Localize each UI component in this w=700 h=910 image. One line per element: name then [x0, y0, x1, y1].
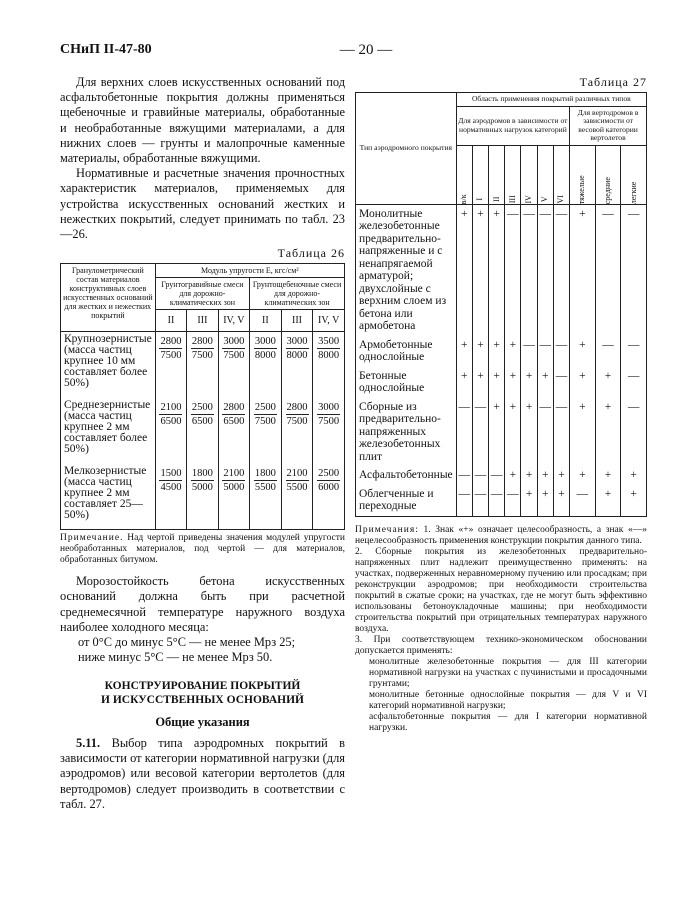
t27-mark: +	[456, 336, 472, 367]
t26-value-fraction: $\frac{2500}{7500}$	[254, 401, 276, 427]
t26-col-header: IV, V	[313, 310, 345, 332]
t27-mark: +	[456, 367, 472, 398]
t26-material-cell: Среднезернистые (масса частиц крупнее 2 мм составляет более 50%)	[61, 398, 156, 464]
table-row	[61, 398, 345, 464]
table-27	[355, 92, 647, 517]
t26-value-fraction: $\frac{3000}{7500}$	[318, 401, 340, 427]
t27-mark: —	[521, 336, 537, 367]
note-item: 3. При соответствующем технико-экономическом обосновании допускается применять:	[355, 634, 647, 656]
table-row	[356, 367, 647, 398]
t27-mark: +	[505, 367, 521, 398]
t27-mark: —	[537, 204, 553, 336]
t27-mark: —	[489, 466, 505, 485]
condition-2: ниже минус 5°С — не менее Мрз 50.	[78, 650, 273, 665]
page-header	[60, 42, 650, 62]
t26-value-fraction: $\frac{3000}{8000}$	[286, 336, 308, 362]
t26-value-fraction: $\frac{2100}{5500}$	[286, 467, 308, 493]
t26-value-fraction: $\frac{1500}{4500}$	[160, 467, 182, 493]
table-row	[61, 332, 345, 398]
note-item: Примечания: 1. Знак «+» означает целесообразность, а знак «—» нецелесообразность применения конструкции покрытия данного типа.	[355, 524, 648, 546]
t27-col-header: VI	[553, 145, 569, 204]
t27-mark: +	[570, 398, 596, 467]
paragraph-5-11: 5.11. Выбор типа аэродромных покрытий в зависимости от категории нормативной нагрузки (для аэродромов) или весовой категории вертолетов (для вертодромов) следует производить в соответствии с табл. 27.	[60, 736, 345, 811]
t27-type-header: Тип аэродромного покрытия	[356, 93, 457, 205]
t27-mark: —	[595, 336, 621, 367]
t27-mark: —	[553, 367, 569, 398]
t27-mark: +	[505, 466, 521, 485]
t27-mark: —	[537, 398, 553, 467]
paragraph-frost: Морозостойкость бетона искусственных оснований должна быть при расчетной среднемесячной температуре наружного воздуха наиболее холодного месяца:	[60, 574, 345, 634]
subsection-title: Общие указания	[155, 715, 250, 730]
t27-mark: —	[595, 204, 621, 336]
t27-type-cell: Армобетонные однослойные	[356, 336, 457, 367]
t26-value-fraction: $\frac{2500}{6000}$	[318, 467, 340, 493]
note-subitem: монолитные бетонные однослойные покрытия — для V и VI категорий нормативной нагрузки;	[369, 689, 647, 711]
t27-mark: +	[489, 398, 505, 467]
t27-mark: —	[621, 204, 647, 336]
t26-col-header: II	[155, 310, 186, 332]
t27-mark: +	[537, 485, 553, 517]
left-column	[60, 75, 345, 812]
table-row	[61, 464, 345, 530]
t27-mark: —	[621, 398, 647, 467]
t27-mark: —	[570, 485, 596, 517]
t27-col-header: II	[489, 145, 505, 204]
t26-material-cell: Мелкозернистые (масса частиц крупнее 2 мм составляет 25—50%)	[61, 464, 156, 530]
t27-mark: +	[621, 466, 647, 485]
t27-mark: +	[595, 367, 621, 398]
t26-value-fraction: $\frac{2800}{7500}$	[191, 336, 213, 362]
t27-col-header: I	[472, 145, 488, 204]
t26-value-fraction: $\frac{1800}{5500}$	[254, 467, 276, 493]
note-subitem: асфальтобетонные покрытия — для I категории нормативной нагрузки.	[369, 711, 647, 733]
t27-mark: +	[505, 398, 521, 467]
table27-notes	[355, 525, 647, 734]
document-code: СНиП II-47-80	[60, 42, 152, 57]
t27-mark: —	[472, 398, 488, 467]
paragraph-base-materials: Для верхних слоев искусственных оснований под асфальтобетонные покрытия должны применяться щебеночные и гравийные материалы, обработанные и необработанные вяжущими материалами, а для нижних слоев — грунты и малопрочные каменные материалы, обработанные вяжущими.	[60, 75, 345, 166]
t27-mark: +	[489, 204, 505, 336]
t27-type-cell: Бетонные однослойные	[356, 367, 457, 398]
t26-value-fraction: $\frac{3000}{7500}$	[223, 336, 245, 362]
t26-value-fraction: $\frac{2800}{6500}$	[223, 401, 245, 427]
t27-mark: +	[595, 398, 621, 467]
notes-label: Примечания:	[355, 524, 419, 535]
t26-group1-header: Грунтогравийные смеси для дорожно-климатических зон	[155, 278, 249, 310]
table26-caption: Таблица 26	[277, 246, 345, 261]
t27-mark: —	[553, 336, 569, 367]
section-title: КОНСТРУИРОВАНИЕ ПОКРЫТИЙ И ИСКУССТВЕННЫХ ОСНОВАНИЙ	[101, 680, 304, 707]
t27-aero-header: Для аэродромов в зависимости от нормативных нагрузок категорий	[456, 106, 569, 145]
t27-type-cell: Монолитные железобетонные предварительно-напряженные и с ненапрягаемой арматурой; двухслойные с верхним слоем из бетона или армобетона	[356, 204, 457, 336]
clause-number: 5.11.	[76, 736, 101, 751]
t26-col-header: III	[281, 310, 313, 332]
t27-type-cell: Облегченные и переходные	[356, 485, 457, 517]
paragraph-strength-values: Нормативные и расчетные значения прочностных характеристик материалов, применяемых для устройства искусственных оснований жестких и нежестких покрытий, следует принимать по табл. 23—26.	[60, 166, 345, 242]
t27-mark: —	[456, 485, 472, 517]
condition-1: от 0°С до минус 5°С — не менее Мрз 25;	[78, 635, 296, 650]
note-text: Над чертой приведены значения модулей упругости необработанных материалов, под чертой — для материалов, обработанных битумом.	[60, 533, 346, 566]
t26-value-fraction: $\frac{2800}{7500}$	[160, 336, 182, 362]
t27-col-header: III	[505, 145, 521, 204]
t26-col-header: III	[187, 310, 218, 332]
t27-type-cell: Асфальтобетонные	[356, 466, 457, 485]
t27-type-cell: Сборные из предварительно-напряженных железобетонных плит	[356, 398, 457, 467]
t26-value-fraction: $\frac{2100}{5000}$	[223, 467, 245, 493]
t27-vert-header: Для вертодромов в зависимости от весовой категории вертолетов	[570, 106, 647, 145]
t26-value-fraction: $\frac{2100}{6500}$	[160, 401, 182, 427]
t27-mark: +	[489, 367, 505, 398]
note-subitem: монолитные железобетонные покрытия — для III категории нормативной нагрузки на участках с пучинистыми и просадочными грунтами;	[369, 656, 647, 689]
t26-value-fraction: $\frac{3000}{8000}$	[254, 336, 276, 362]
t27-mark: —	[621, 336, 647, 367]
t27-mark: —	[489, 485, 505, 517]
table-row	[356, 336, 647, 367]
t27-mark: +	[621, 485, 647, 517]
t27-mark: +	[553, 485, 569, 517]
t27-col-header: IV	[521, 145, 537, 204]
t26-material-cell: Крупнозернистые (масса частиц крупнее 10 мм составляет более 50%)	[61, 332, 156, 398]
t27-mark: +	[570, 466, 596, 485]
t27-mark: +	[521, 466, 537, 485]
t27-mark: —	[521, 204, 537, 336]
t27-mark: —	[505, 485, 521, 517]
t27-mark: +	[553, 466, 569, 485]
t27-mark: +	[595, 485, 621, 517]
t26-group2-header: Грунтощебеночные смеси для дорожно-климатических зон	[250, 278, 345, 310]
t26-modulus-header: Модуль упругости E, кгс/см²	[155, 264, 344, 278]
t26-col-header: IV, V	[218, 310, 249, 332]
t26-value-fraction: $\frac{3500}{8000}$	[318, 336, 340, 362]
t27-mark: +	[489, 336, 505, 367]
t27-col-header: средние	[595, 145, 621, 204]
table-row	[356, 485, 647, 517]
t27-mark: —	[537, 336, 553, 367]
table-row	[356, 398, 647, 467]
t27-mark: +	[570, 204, 596, 336]
t27-col-header: V	[537, 145, 553, 204]
t27-mark: +	[456, 204, 472, 336]
note-item: 2. Сборные покрытия из железобетонных предварительно-напряженных плит надлежит преимущественно применять: на участках, подверженных неравномерному пучению или просадкам; при реконструкции аэродромов; при необходимости строительства покрытий в сжатые сроки; на участках, где не могут быть эффективно использованы бетоноукладочные машины; при необходимости строительства покрытий при отрицательных температурах наружного воздуха.	[355, 546, 647, 634]
t27-mark: +	[595, 466, 621, 485]
t27-mark: +	[521, 485, 537, 517]
table26-note	[60, 533, 345, 566]
t27-mark: —	[472, 485, 488, 517]
t27-mark: —	[456, 398, 472, 467]
t26-col-header: II	[250, 310, 282, 332]
t26-material-header: Гранулометрический состав материалов конструктивных слоев искусственных оснований для жестких и нежестких покрытий	[61, 264, 156, 332]
table-row	[356, 204, 647, 336]
t27-area-header: Область применения покрытий различных типов	[456, 93, 646, 107]
t27-mark: +	[521, 367, 537, 398]
t27-mark: +	[537, 466, 553, 485]
t27-mark: +	[521, 398, 537, 467]
t27-mark: +	[505, 336, 521, 367]
page-number: — 20 —	[339, 42, 393, 58]
t27-col-header: тяжелые	[570, 145, 596, 204]
table27-caption: Таблица 27	[579, 75, 647, 89]
table-26	[60, 263, 345, 530]
t27-mark: —	[553, 204, 569, 336]
right-column	[355, 75, 647, 734]
t26-value-fraction: $\frac{2800}{7500}$	[286, 401, 308, 427]
t27-col-header: легкие	[621, 145, 647, 204]
t27-col-header: в/к	[456, 145, 472, 204]
t27-mark: +	[570, 367, 596, 398]
t27-mark: +	[472, 367, 488, 398]
t27-mark: —	[505, 204, 521, 336]
t26-value-fraction: $\frac{2500}{6500}$	[191, 401, 213, 427]
t27-mark: —	[456, 466, 472, 485]
t27-mark: +	[472, 204, 488, 336]
t27-mark: +	[537, 367, 553, 398]
note-label: Примечание.	[60, 533, 124, 544]
t27-mark: +	[472, 336, 488, 367]
table-row	[356, 466, 647, 485]
t27-mark: +	[570, 336, 596, 367]
t27-mark: —	[621, 367, 647, 398]
t26-value-fraction: $\frac{1800}{5000}$	[191, 467, 213, 493]
t27-mark: —	[472, 466, 488, 485]
t27-mark: —	[553, 398, 569, 467]
